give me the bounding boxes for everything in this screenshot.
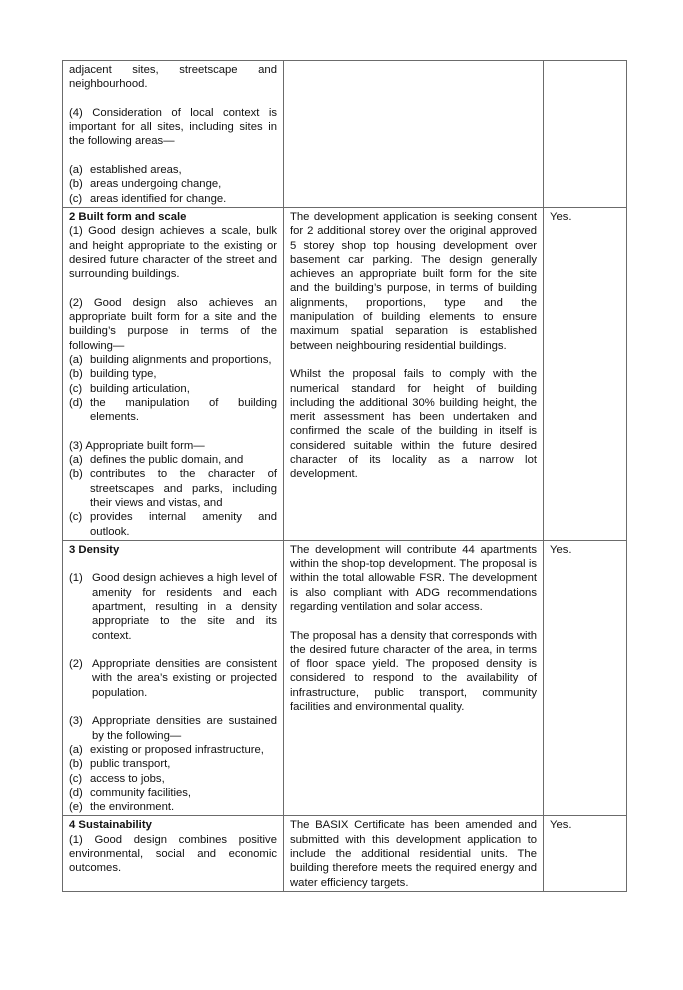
comment-text: Whilst the proposal fails to comply with the numerical standard for height of building including the additional 30% building height, the merit assessment has been undertaken and confirmed the scale of the building in itself is considered suitable within the future desired character of its locality as a narrow lot development. — [290, 368, 537, 481]
comment-text: The development application is seeking consent for 2 additional storey over the original approved 5 storey shop top housing development over basement car parking. The design generally achieves an appropriate built form for the site and the building’s purpose, in terms of building alignments, proportions, type and the manipulation of building elements to ensure maximum spatial separation is established between neighbouring residential buildings. — [290, 210, 537, 352]
list-item: (d) community facilities, — [69, 786, 192, 799]
criteria-text: (1) Good design combines positive environmental, social and economic outcomes. — [69, 833, 277, 875]
assessment-table — [62, 60, 627, 892]
list-item: (a) defines the public domain, and — [69, 454, 244, 467]
comment-cell — [284, 540, 544, 816]
list-item: (1) Good design achieves a high level of amenity for residents and each apartment, resulting in a density appropriate to the site and its context. — [69, 572, 277, 642]
list-item: (c) building articulation, — [69, 382, 190, 395]
section-heading: 3 Density — [69, 543, 120, 556]
comment-text: The development will contribute 44 apartments within the shop-top development. The proposal is within the total allowable FSR. The development is also compliant with ADG recommendations regarding ventilation and solar access. — [290, 543, 537, 613]
list-item: (a) established areas, — [69, 164, 182, 177]
criteria-text: adjacent sites, streetscape and neighbourhood. — [69, 64, 277, 91]
section-heading: 4 Sustainability — [69, 819, 152, 832]
list-item: (b) public transport, — [69, 758, 171, 771]
comment-cell — [284, 816, 544, 891]
list-item: (a) existing or proposed infrastructure, — [69, 743, 264, 756]
section-heading: 2 Built form and scale — [69, 210, 187, 223]
list-item: (b) building type, — [69, 368, 157, 381]
compliance-value: Yes. — [550, 819, 572, 832]
compliance-cell — [544, 207, 627, 540]
criteria-cell — [63, 816, 284, 891]
list-item: (c) access to jobs, — [69, 772, 165, 785]
list-item: (b) areas undergoing change, — [69, 178, 222, 191]
criteria-cell — [63, 61, 284, 208]
list-item: (2) Appropriate densities are consistent with the area’s existing or projected population. — [69, 658, 277, 699]
comment-text: The proposal has a density that corresponds with the desired future character of the area, in terms of floor space yield. The proposed density is considered to respond to the availability of infrastructure, public transport, community facilities and environmental quality. — [290, 629, 537, 714]
criteria-text: (3) Appropriate built form— — [69, 439, 205, 452]
compliance-value: Yes. — [550, 543, 572, 556]
comment-text: The BASIX Certificate has been amended and submitted with this development application to include the additional residential units. The building therefore meets the required energy and water efficiency targets. — [290, 819, 537, 889]
compliance-cell — [544, 816, 627, 891]
list-item: (b) contributes to the character of streetscapes and parks, including their views and vistas, and — [69, 468, 277, 509]
list-item: (d) the manipulation of building elements. — [69, 396, 277, 424]
compliance-cell — [544, 540, 627, 816]
table-row — [63, 816, 627, 891]
compliance-cell — [544, 61, 627, 208]
compliance-value: Yes. — [550, 210, 572, 223]
table-row — [63, 61, 627, 208]
list-item: (c) areas identified for change. — [69, 192, 227, 205]
comment-cell — [284, 61, 544, 208]
criteria-text: (4) Consideration of local context is important for all sites, including sites in the following areas— — [69, 106, 277, 148]
criteria-cell — [63, 207, 284, 540]
table-row — [63, 540, 627, 816]
criteria-cell — [63, 540, 284, 816]
list-item: (3) Appropriate densities are sustained by the following— — [69, 715, 277, 742]
list-item: (c) provides internal amenity and outlook. — [69, 511, 277, 538]
list-item: (a) building alignments and proportions, — [69, 353, 272, 366]
criteria-text: (2) Good design also achieves an appropriate built form for a site and the building’s purpose in terms of the following— — [69, 296, 277, 352]
table-row — [63, 207, 627, 540]
comment-cell — [284, 207, 544, 540]
list-item: (e) the environment. — [69, 801, 175, 814]
criteria-text: (1) Good design achieves a scale, bulk and height appropriate to the existing or desired future character of the street and surrounding buildings. — [69, 225, 277, 281]
